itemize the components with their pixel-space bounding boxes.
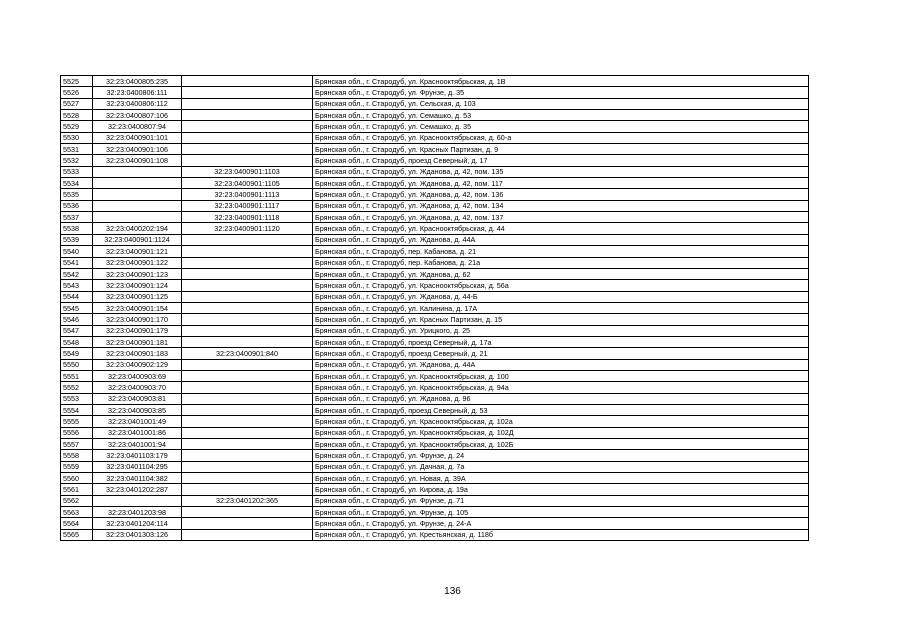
cadastral-number-cell: 32:23:0401303:126 bbox=[93, 529, 182, 540]
table-row bbox=[61, 302, 809, 313]
building-cadastral-number-cell bbox=[182, 370, 313, 381]
address-cell: Брянская обл., г. Стародуб, проезд Северный, д. 17а bbox=[313, 336, 809, 347]
building-cadastral-number-cell bbox=[182, 268, 313, 279]
cadastral-number-cell: 32:23:0400901:125 bbox=[93, 291, 182, 302]
row-number-cell: 5554 bbox=[61, 404, 93, 415]
row-number-cell: 5562 bbox=[61, 495, 93, 506]
cadastral-number-cell: 32:23:0400901:106 bbox=[93, 144, 182, 155]
row-number-cell: 5528 bbox=[61, 110, 93, 121]
cadastral-number-cell: 32:23:0401001:94 bbox=[93, 439, 182, 450]
cadastral-number-cell: 32:23:0401104:382 bbox=[93, 473, 182, 484]
row-number-cell: 5530 bbox=[61, 132, 93, 143]
building-cadastral-number-cell bbox=[182, 518, 313, 529]
building-cadastral-number-cell: 32:23:0400901:1118 bbox=[182, 212, 313, 223]
building-cadastral-number-cell bbox=[182, 110, 313, 121]
row-number-cell: 5541 bbox=[61, 257, 93, 268]
table-row bbox=[61, 473, 809, 484]
cadastral-number-cell: 32:23:0400901:181 bbox=[93, 336, 182, 347]
building-cadastral-number-cell bbox=[182, 325, 313, 336]
address-cell: Брянская обл., г. Стародуб, ул. Жданова, д. 42, пом. 137 bbox=[313, 212, 809, 223]
address-cell: Брянская обл., г. Стародуб, ул. Жданова, д. 42, пом. 117 bbox=[313, 178, 809, 189]
row-number-cell: 5531 bbox=[61, 144, 93, 155]
address-cell: Брянская обл., г. Стародуб, ул. Кирова, д. 19а bbox=[313, 484, 809, 495]
building-cadastral-number-cell bbox=[182, 461, 313, 472]
cadastral-number-cell: 32:23:0400901:122 bbox=[93, 257, 182, 268]
table-row bbox=[61, 268, 809, 279]
address-cell: Брянская обл., г. Стародуб, ул. Жданова, д. 44А bbox=[313, 234, 809, 245]
address-cell: Брянская обл., г. Стародуб, ул. Краснооктябрьская, д. 100 bbox=[313, 370, 809, 381]
cadastral-number-cell bbox=[93, 166, 182, 177]
building-cadastral-number-cell bbox=[182, 427, 313, 438]
building-cadastral-number-cell bbox=[182, 529, 313, 540]
building-cadastral-number-cell: 32:23:0400901:1105 bbox=[182, 178, 313, 189]
row-number-cell: 5556 bbox=[61, 427, 93, 438]
table-row bbox=[61, 393, 809, 404]
cadastral-number-cell: 32:23:0401001:49 bbox=[93, 416, 182, 427]
cadastral-number-cell bbox=[93, 212, 182, 223]
table-row bbox=[61, 325, 809, 336]
table-row bbox=[61, 382, 809, 393]
cadastral-number-cell: 32:23:0401203:98 bbox=[93, 507, 182, 518]
address-cell: Брянская обл., г. Стародуб, ул. Семашко, д. 53 bbox=[313, 110, 809, 121]
row-number-cell: 5547 bbox=[61, 325, 93, 336]
table-row bbox=[61, 223, 809, 234]
cadastral-number-cell: 32:23:0400903:85 bbox=[93, 404, 182, 415]
building-cadastral-number-cell bbox=[182, 155, 313, 166]
row-number-cell: 5534 bbox=[61, 178, 93, 189]
table-row bbox=[61, 155, 809, 166]
row-number-cell: 5565 bbox=[61, 529, 93, 540]
address-cell: Брянская обл., г. Стародуб, ул. Жданова, д. 42, пом. 134 bbox=[313, 200, 809, 211]
building-cadastral-number-cell bbox=[182, 404, 313, 415]
table-row bbox=[61, 212, 809, 223]
cadastral-number-cell bbox=[93, 178, 182, 189]
cadastral-number-cell: 32:23:0401202:287 bbox=[93, 484, 182, 495]
cadastral-number-cell bbox=[93, 189, 182, 200]
table-row bbox=[61, 280, 809, 291]
cadastral-number-cell: 32:23:0400901:179 bbox=[93, 325, 182, 336]
address-cell: Брянская обл., г. Стародуб, ул. Жданова, д. 96 bbox=[313, 393, 809, 404]
row-number-cell: 5553 bbox=[61, 393, 93, 404]
cadastral-number-cell: 32:23:0400901:121 bbox=[93, 246, 182, 257]
table-row bbox=[61, 507, 809, 518]
row-number-cell: 5563 bbox=[61, 507, 93, 518]
address-cell: Брянская обл., г. Стародуб, ул. Жданова, д. 42, пом. 136 bbox=[313, 189, 809, 200]
row-number-cell: 5548 bbox=[61, 336, 93, 347]
page-number: 136 bbox=[444, 586, 461, 597]
building-cadastral-number-cell bbox=[182, 257, 313, 268]
building-cadastral-number-cell bbox=[182, 450, 313, 461]
table-row bbox=[61, 439, 809, 450]
row-number-cell: 5558 bbox=[61, 450, 93, 461]
row-number-cell: 5545 bbox=[61, 302, 93, 313]
address-cell: Брянская обл., г. Стародуб, ул. Жданова, д. 62 bbox=[313, 268, 809, 279]
address-cell: Брянская обл., г. Стародуб, ул. Краснооктябрьская, д. 56а bbox=[313, 280, 809, 291]
cadastral-number-cell: 32:23:0400903:70 bbox=[93, 382, 182, 393]
row-number-cell: 5561 bbox=[61, 484, 93, 495]
building-cadastral-number-cell bbox=[182, 144, 313, 155]
address-cell: Брянская обл., г. Стародуб, ул. Фрунзе, д. 35 bbox=[313, 87, 809, 98]
address-cell: Брянская обл., г. Стародуб, пер. Кабанова, д. 21а bbox=[313, 257, 809, 268]
table-row bbox=[61, 200, 809, 211]
building-cadastral-number-cell bbox=[182, 76, 313, 87]
address-cell: Брянская обл., г. Стародуб, пер. Кабанова, д. 21 bbox=[313, 246, 809, 257]
building-cadastral-number-cell: 32:23:0401202:365 bbox=[182, 495, 313, 506]
table-row bbox=[61, 291, 809, 302]
building-cadastral-number-cell bbox=[182, 382, 313, 393]
table-row bbox=[61, 450, 809, 461]
cadastral-number-cell: 32:23:0401204:114 bbox=[93, 518, 182, 529]
building-cadastral-number-cell bbox=[182, 416, 313, 427]
building-cadastral-number-cell bbox=[182, 484, 313, 495]
cadastral-number-cell: 32:23:0400901:170 bbox=[93, 314, 182, 325]
table-row bbox=[61, 461, 809, 472]
address-cell: Брянская обл., г. Стародуб, ул. Урицкого, д. 25 bbox=[313, 325, 809, 336]
table-row bbox=[61, 98, 809, 109]
row-number-cell: 5540 bbox=[61, 246, 93, 257]
row-number-cell: 5551 bbox=[61, 370, 93, 381]
building-cadastral-number-cell bbox=[182, 473, 313, 484]
address-cell: Брянская обл., г. Стародуб, проезд Северный, д. 53 bbox=[313, 404, 809, 415]
cadastral-number-cell: 32:23:0400901:124 bbox=[93, 280, 182, 291]
table-row bbox=[61, 348, 809, 359]
address-cell: Брянская обл., г. Стародуб, ул. Краснооктябрьская, д. 1В bbox=[313, 76, 809, 87]
registry-table bbox=[60, 75, 809, 541]
row-number-cell: 5549 bbox=[61, 348, 93, 359]
table-row bbox=[61, 121, 809, 132]
table-row bbox=[61, 427, 809, 438]
row-number-cell: 5538 bbox=[61, 223, 93, 234]
address-cell: Брянская обл., г. Стародуб, ул. Краснооктябрьская, д. 102Б bbox=[313, 439, 809, 450]
address-cell: Брянская обл., г. Стародуб, ул. Краснооктябрьская, д. 44 bbox=[313, 223, 809, 234]
building-cadastral-number-cell bbox=[182, 98, 313, 109]
building-cadastral-number-cell: 32:23:0400901:1117 bbox=[182, 200, 313, 211]
cadastral-number-cell: 32:23:0400903:81 bbox=[93, 393, 182, 404]
row-number-cell: 5559 bbox=[61, 461, 93, 472]
address-cell: Брянская обл., г. Стародуб, ул. Краснооктябрьская, д. 102Д bbox=[313, 427, 809, 438]
row-number-cell: 5546 bbox=[61, 314, 93, 325]
building-cadastral-number-cell bbox=[182, 302, 313, 313]
address-cell: Брянская обл., г. Стародуб, ул. Краснооктябрьская, д. 94а bbox=[313, 382, 809, 393]
cadastral-number-cell: 32:23:0401104:295 bbox=[93, 461, 182, 472]
building-cadastral-number-cell bbox=[182, 132, 313, 143]
cadastral-number-cell: 32:23:0400902:129 bbox=[93, 359, 182, 370]
address-cell: Брянская обл., г. Стародуб, ул. Дачная, д. 7а bbox=[313, 461, 809, 472]
registry-table-body bbox=[61, 76, 809, 541]
table-row bbox=[61, 110, 809, 121]
row-number-cell: 5544 bbox=[61, 291, 93, 302]
cadastral-number-cell: 32:23:0400903:69 bbox=[93, 370, 182, 381]
table-row bbox=[61, 132, 809, 143]
cadastral-number-cell: 32:23:0400901:154 bbox=[93, 302, 182, 313]
address-cell: Брянская обл., г. Стародуб, ул. Новая, д. 39А bbox=[313, 473, 809, 484]
table-row bbox=[61, 359, 809, 370]
table-row bbox=[61, 178, 809, 189]
cadastral-number-cell: 32:23:0400807:106 bbox=[93, 110, 182, 121]
address-cell: Брянская обл., г. Стародуб, ул. Фрунзе, д. 24 bbox=[313, 450, 809, 461]
building-cadastral-number-cell: 32:23:0400901:840 bbox=[182, 348, 313, 359]
address-cell: Брянская обл., г. Стародуб, ул. Жданова, д. 42, пом. 135 bbox=[313, 166, 809, 177]
building-cadastral-number-cell bbox=[182, 87, 313, 98]
building-cadastral-number-cell bbox=[182, 121, 313, 132]
cadastral-number-cell: 32:23:0400901:183 bbox=[93, 348, 182, 359]
table-row bbox=[61, 336, 809, 347]
table-row bbox=[61, 144, 809, 155]
row-number-cell: 5552 bbox=[61, 382, 93, 393]
address-cell: Брянская обл., г. Стародуб, ул. Красных Партизан, д. 9 bbox=[313, 144, 809, 155]
table-row bbox=[61, 166, 809, 177]
building-cadastral-number-cell bbox=[182, 359, 313, 370]
building-cadastral-number-cell bbox=[182, 280, 313, 291]
table-row bbox=[61, 484, 809, 495]
address-cell: Брянская обл., г. Стародуб, проезд Северный, д. 21 bbox=[313, 348, 809, 359]
row-number-cell: 5557 bbox=[61, 439, 93, 450]
row-number-cell: 5542 bbox=[61, 268, 93, 279]
table-row bbox=[61, 246, 809, 257]
table-row bbox=[61, 87, 809, 98]
cadastral-number-cell bbox=[93, 495, 182, 506]
address-cell: Брянская обл., г. Стародуб, ул. Сельская, д. 103 bbox=[313, 98, 809, 109]
address-cell: Брянская обл., г. Стародуб, ул. Фрунзе, д. 71 bbox=[313, 495, 809, 506]
row-number-cell: 5525 bbox=[61, 76, 93, 87]
table-row bbox=[61, 370, 809, 381]
building-cadastral-number-cell bbox=[182, 314, 313, 325]
address-cell: Брянская обл., г. Стародуб, ул. Фрунзе, д. 24-А bbox=[313, 518, 809, 529]
cadastral-number-cell: 32:23:0401001:86 bbox=[93, 427, 182, 438]
row-number-cell: 5564 bbox=[61, 518, 93, 529]
table-row bbox=[61, 495, 809, 506]
address-cell: Брянская обл., г. Стародуб, ул. Калинина, д. 17А bbox=[313, 302, 809, 313]
table-row bbox=[61, 404, 809, 415]
cadastral-number-cell: 32:23:0400202:194 bbox=[93, 223, 182, 234]
cadastral-number-cell: 32:23:0400901:101 bbox=[93, 132, 182, 143]
table-row bbox=[61, 314, 809, 325]
table-row bbox=[61, 518, 809, 529]
table-row bbox=[61, 234, 809, 245]
building-cadastral-number-cell bbox=[182, 336, 313, 347]
table-row bbox=[61, 416, 809, 427]
building-cadastral-number-cell bbox=[182, 234, 313, 245]
row-number-cell: 5555 bbox=[61, 416, 93, 427]
cadastral-number-cell: 32:23:0400807:94 bbox=[93, 121, 182, 132]
table-row bbox=[61, 189, 809, 200]
row-number-cell: 5533 bbox=[61, 166, 93, 177]
address-cell: Брянская обл., г. Стародуб, ул. Семашко, д. 35 bbox=[313, 121, 809, 132]
address-cell: Брянская обл., г. Стародуб, ул. Краснооктябрьская, д. 102а bbox=[313, 416, 809, 427]
row-number-cell: 5536 bbox=[61, 200, 93, 211]
cadastral-number-cell: 32:23:0401103:179 bbox=[93, 450, 182, 461]
building-cadastral-number-cell bbox=[182, 291, 313, 302]
table-row bbox=[61, 76, 809, 87]
table-row bbox=[61, 529, 809, 540]
building-cadastral-number-cell: 32:23:0400901:1113 bbox=[182, 189, 313, 200]
cadastral-number-cell bbox=[93, 200, 182, 211]
row-number-cell: 5550 bbox=[61, 359, 93, 370]
table-row bbox=[61, 257, 809, 268]
row-number-cell: 5543 bbox=[61, 280, 93, 291]
address-cell: Брянская обл., г. Стародуб, ул. Фрунзе, д. 105 bbox=[313, 507, 809, 518]
row-number-cell: 5539 bbox=[61, 234, 93, 245]
row-number-cell: 5560 bbox=[61, 473, 93, 484]
cadastral-number-cell: 32:23:0400901:1124 bbox=[93, 234, 182, 245]
cadastral-number-cell: 32:23:0400806:112 bbox=[93, 98, 182, 109]
cadastral-number-cell: 32:23:0400901:123 bbox=[93, 268, 182, 279]
address-cell: Брянская обл., г. Стародуб, ул. Краснооктябрьская, д. 60-а bbox=[313, 132, 809, 143]
address-cell: Брянская обл., г. Стародуб, ул. Крестьянская, д. 118б bbox=[313, 529, 809, 540]
address-cell: Брянская обл., г. Стародуб, ул. Жданова, д. 44-Б bbox=[313, 291, 809, 302]
building-cadastral-number-cell bbox=[182, 393, 313, 404]
address-cell: Брянская обл., г. Стародуб, проезд Северный, д. 17 bbox=[313, 155, 809, 166]
address-cell: Брянская обл., г. Стародуб, ул. Красных Партизан, д. 15 bbox=[313, 314, 809, 325]
cadastral-number-cell: 32:23:0400901:108 bbox=[93, 155, 182, 166]
row-number-cell: 5537 bbox=[61, 212, 93, 223]
row-number-cell: 5526 bbox=[61, 87, 93, 98]
row-number-cell: 5527 bbox=[61, 98, 93, 109]
building-cadastral-number-cell bbox=[182, 507, 313, 518]
cadastral-number-cell: 32:23:0400806:111 bbox=[93, 87, 182, 98]
building-cadastral-number-cell: 32:23:0400901:1103 bbox=[182, 166, 313, 177]
cadastral-number-cell: 32:23:0400805:235 bbox=[93, 76, 182, 87]
row-number-cell: 5535 bbox=[61, 189, 93, 200]
building-cadastral-number-cell bbox=[182, 246, 313, 257]
address-cell: Брянская обл., г. Стародуб, ул. Жданова, д. 44А bbox=[313, 359, 809, 370]
building-cadastral-number-cell bbox=[182, 439, 313, 450]
row-number-cell: 5532 bbox=[61, 155, 93, 166]
building-cadastral-number-cell: 32:23:0400901:1120 bbox=[182, 223, 313, 234]
row-number-cell: 5529 bbox=[61, 121, 93, 132]
